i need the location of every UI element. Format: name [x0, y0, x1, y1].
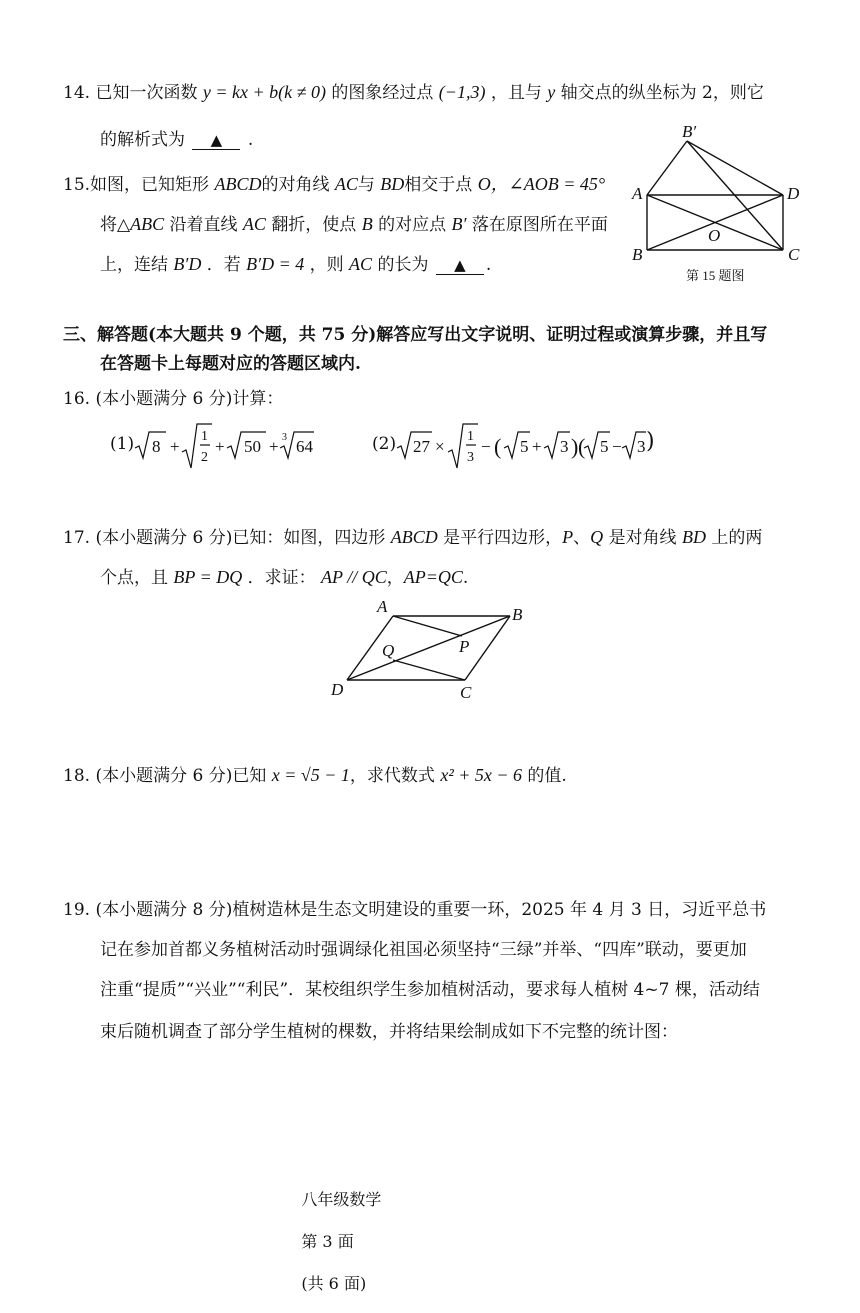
q16-line-1 [63, 387, 283, 411]
q14-line-1 [63, 80, 764, 105]
q19-text: (本小题满分 8 分)植树造林是生态文明建设的重要一环，2025 年 4 月 3 日，习近平总书 [95, 900, 767, 920]
q18-math: x² + 5x − 6 [440, 765, 522, 785]
footer-total-pages: (共 6 面) [301, 1274, 367, 1293]
q15-answer-blank: ▲ [436, 256, 484, 275]
q17-text: (本小题满分 6 分)已知：如图，四边形 [95, 528, 386, 548]
footer-page-number: 第 3 面 [301, 1232, 354, 1251]
q17-segment-qc [393, 660, 465, 680]
q15-label-d: D [787, 184, 800, 203]
svg-text:3: 3 [282, 432, 287, 443]
q15-math: B′D [173, 254, 202, 274]
q15-text: 相交于点 [404, 175, 473, 195]
q15-math: BD [380, 174, 405, 194]
q18-text: (本小题满分 6 分)已知 [95, 766, 267, 786]
q17-edge-bc [465, 616, 510, 680]
q17-label-q: Q [382, 641, 395, 660]
q18-text: ，求代数式 [349, 766, 435, 786]
svg-text:(: ( [494, 434, 502, 459]
q18-text: 的值. [527, 766, 567, 786]
q17-label-d: D [331, 680, 344, 699]
q17-label-c: C [460, 683, 472, 702]
q15-math: AC [242, 214, 266, 234]
q18-math: x = √5 − 1 [271, 765, 350, 785]
q15-text: 翻折，使点 [271, 215, 357, 235]
q17-text: ， [386, 568, 404, 588]
q17-text: 是平行四边形， [443, 528, 563, 548]
q17-line-1 [63, 525, 762, 550]
q16-closing-paren: ) [646, 429, 655, 454]
q15-line-1 [63, 172, 605, 197]
q17-math: P [562, 527, 574, 547]
svg-text:5: 5 [520, 437, 529, 456]
q15-text: 将△ [100, 215, 131, 235]
svg-text:−: − [481, 437, 491, 456]
svg-text:+: + [215, 437, 225, 456]
q17-math: BP = DQ [173, 567, 243, 587]
q15-text: ，则 [309, 255, 344, 275]
q15-label-a: A [632, 184, 643, 203]
q17-math: AP // QC [321, 567, 387, 587]
q19-line-4: 束后随机调查了部分学生植树的棵数，并将结果绘制成如下不完整的统计图： [100, 1022, 678, 1042]
q15-text: ．若 [206, 255, 241, 275]
q14-text: 的解析式为 [100, 130, 185, 150]
q17-text: 个点，且 [100, 568, 168, 588]
q15-line-3 [100, 252, 491, 277]
q17-math: BD [681, 527, 706, 547]
q14-point: (−1,3) [438, 82, 486, 102]
q15-text: 上，连结 [100, 255, 168, 275]
svg-text:1: 1 [201, 429, 208, 444]
q19-line-2: 记在参加首都义务植树活动时强调绿化祖国必须坚持“三绿”并举、“四库”联动，要更加 [100, 940, 747, 960]
footer-subject: 八年级数学 [301, 1190, 382, 1209]
q19-number: 19. [63, 900, 91, 920]
q16-part-1-label: (1) [110, 434, 135, 454]
q15-figure-caption: 第 15 题图 [686, 268, 745, 283]
q15-math: AC [349, 254, 373, 274]
q15-text: 沿着直线 [169, 215, 238, 235]
q15-math: ABC [130, 214, 165, 234]
q17-number: 17. [63, 528, 91, 548]
q17-text: ．求证： [247, 568, 316, 588]
q17-math: ABCD [390, 527, 438, 547]
q14-function: y = kx + b(k ≠ 0) [202, 82, 326, 102]
svg-text:1: 1 [467, 429, 474, 444]
q14-answer-blank: ▲ [192, 131, 240, 150]
q15-label-bprime: B′ [682, 122, 697, 141]
svg-text:+: + [532, 437, 542, 456]
svg-text:27: 27 [413, 437, 430, 456]
q15-text: . [485, 255, 492, 275]
q16-part-2-label: (2) [372, 434, 397, 454]
q15-math: O [477, 174, 491, 194]
q14-text: 轴交点的纵坐标为 2，则它 [560, 83, 764, 103]
q17-text: 、 [573, 528, 591, 548]
q19-line-1 [63, 898, 766, 922]
q15-label-o: O [708, 226, 721, 245]
q15-label-c: C [788, 245, 800, 264]
q17-line-2 [100, 565, 468, 590]
q15-number: 15. [63, 175, 91, 195]
q16-text: (本小题满分 6 分)计算： [95, 389, 284, 409]
svg-text:50: 50 [244, 437, 261, 456]
svg-text:+: + [170, 437, 180, 456]
q15-angle: ，∠AOB = 45° [490, 174, 606, 194]
q16-part-2-expression [396, 418, 646, 474]
q14-line-2 [100, 128, 253, 152]
q15-text: 如图，已知矩形 [90, 175, 210, 195]
q15-text: 的对应点 [378, 215, 447, 235]
q15-text: 落在原图所在平面 [471, 215, 608, 235]
q17-text: 是对角线 [608, 528, 677, 548]
q17-label-b: B [512, 605, 523, 624]
q15-text: 的长为 [377, 255, 429, 275]
svg-text:): ) [571, 434, 579, 459]
q19-line-3: 注重“提质”“兴业”“利民”．某校组织学生参加植树活动，要求每人植树 4~7 棵，活动结 [100, 980, 760, 1000]
svg-text:−: − [612, 437, 622, 456]
q17-figure [320, 596, 540, 706]
svg-text:8: 8 [152, 437, 161, 456]
q14-text: 已知一次函数 [95, 83, 198, 103]
svg-text:2: 2 [201, 450, 208, 465]
q16-part-1-expression [134, 418, 314, 474]
q15-text: 的对角线 [261, 175, 330, 195]
q17-label-a: A [377, 597, 388, 616]
q14-y-axis: y [547, 82, 556, 102]
q14-text: 的图象经过点 [331, 83, 434, 103]
q17-label-p: P [459, 637, 470, 656]
q14-number: 14. [63, 83, 91, 103]
q18-line-1 [63, 763, 567, 788]
q15-edge-bpd [687, 141, 783, 195]
q15-text: 与 [357, 175, 375, 195]
q15-figure [620, 122, 820, 287]
q17-math: Q [590, 527, 604, 547]
section-3-heading-line-1: 三、解答题(本大题共 9 个题，共 75 分)解答应写出文字说明、证明过程或演算步骤，并且写 [63, 325, 768, 345]
q17-text: . [462, 568, 469, 588]
q15-math: AC [334, 174, 358, 194]
q17-math: AP=QC [403, 567, 463, 587]
svg-text:64: 64 [296, 437, 313, 456]
svg-text:5: 5 [600, 437, 609, 456]
q15-math: B′ [451, 214, 467, 234]
svg-text:3: 3 [637, 437, 646, 456]
svg-text:3: 3 [467, 450, 474, 465]
q15-edge-bpa [647, 141, 687, 195]
svg-text:+: + [269, 437, 279, 456]
q15-math: ABCD [214, 174, 262, 194]
q15-math: B [361, 214, 373, 234]
q15-label-b: B [632, 245, 643, 264]
svg-text:(: ( [578, 434, 586, 459]
q18-number: 18. [63, 766, 91, 786]
q17-segment-ap [393, 616, 462, 636]
q15-line-2 [100, 212, 608, 237]
q14-text: . [247, 130, 254, 150]
page-footer [281, 1168, 381, 1313]
q16-number: 16. [63, 389, 91, 409]
q15-math: B′D = 4 [246, 254, 305, 274]
section-3-heading-line-2: 在答题卡上每题对应的答题区域内. [100, 354, 361, 374]
svg-text:×: × [435, 437, 445, 456]
svg-text:3: 3 [560, 437, 569, 456]
q14-text: ，且与 [490, 83, 542, 103]
q17-text: 上的两 [711, 528, 763, 548]
